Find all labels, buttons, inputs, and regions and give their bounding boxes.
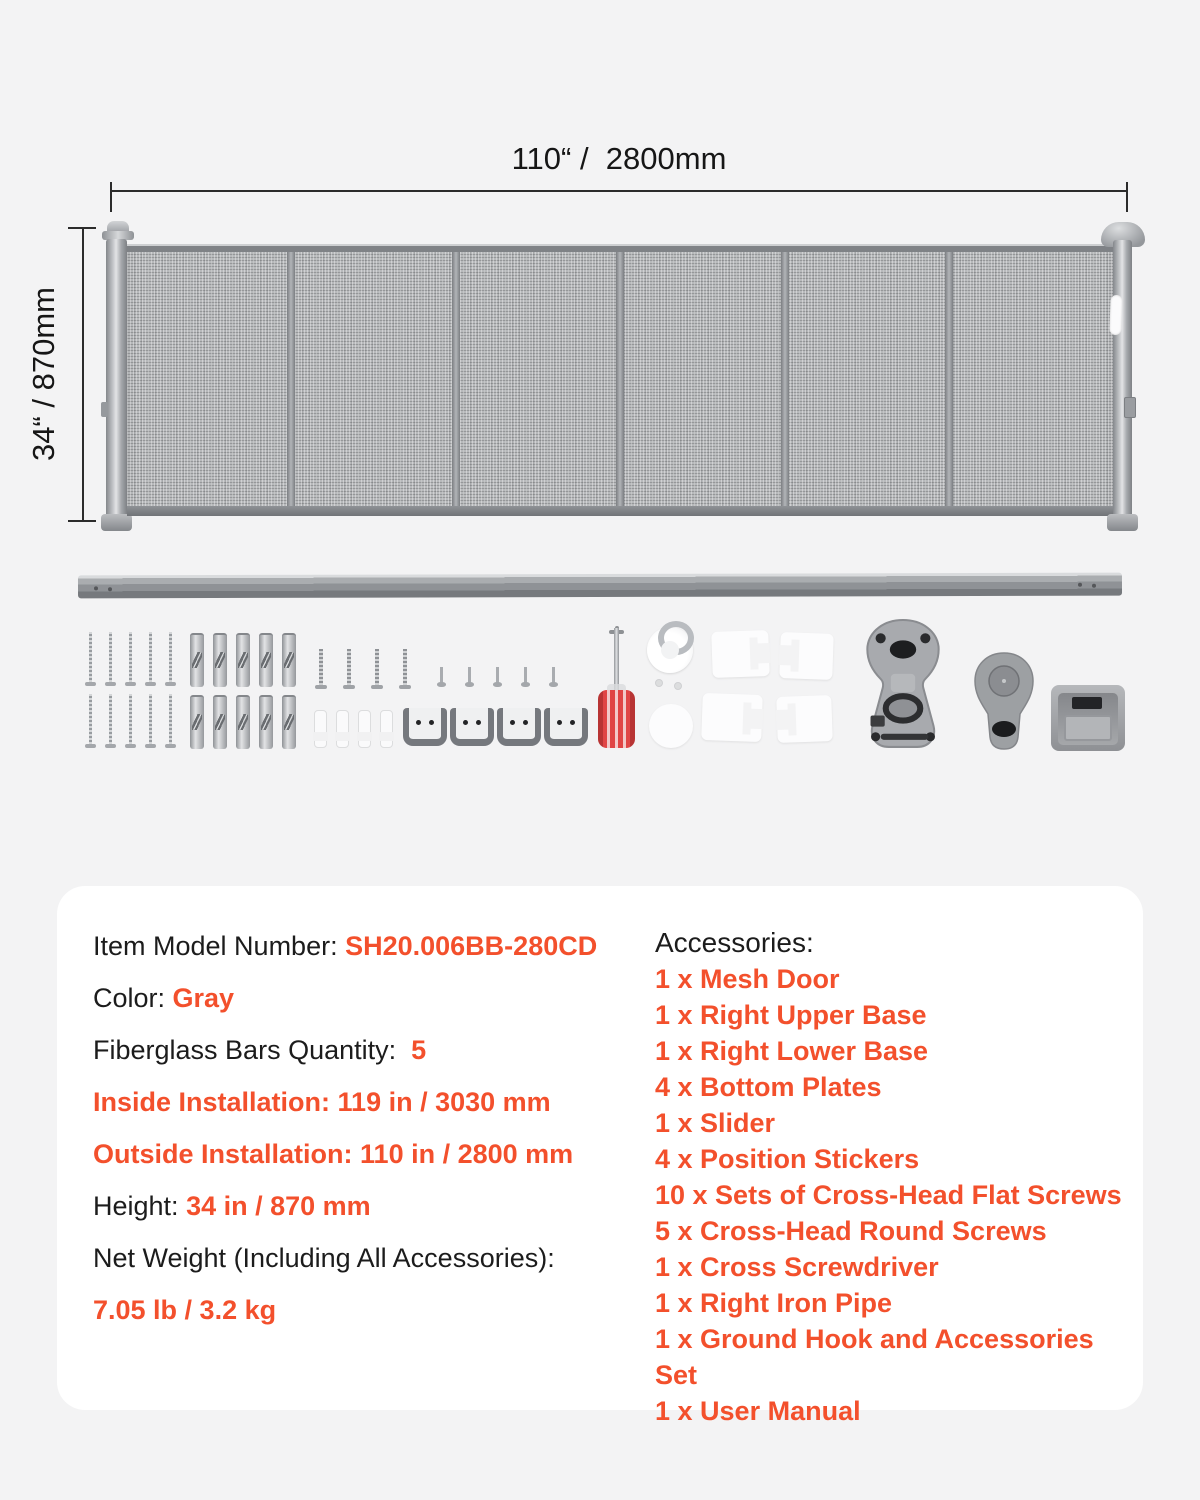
handle-slot-icon bbox=[1109, 295, 1122, 335]
wall-anchor-icon bbox=[236, 633, 250, 687]
long-screw-icon bbox=[149, 694, 152, 746]
small-screw-icon bbox=[552, 667, 555, 684]
position-sticker-icon bbox=[711, 630, 770, 678]
mesh-panel-icon bbox=[127, 244, 1113, 516]
accessory-item: 1 x User Manual bbox=[655, 1396, 861, 1426]
medium-screw-icon bbox=[347, 649, 351, 687]
position-sticker-icon bbox=[779, 632, 834, 680]
accessory-item: 1 x Slider bbox=[655, 1108, 776, 1138]
bottom-plate-icon bbox=[450, 708, 494, 746]
medium-screw-icon bbox=[403, 649, 407, 687]
ground-hook-icon bbox=[647, 627, 693, 673]
fiberglass-bar-icon bbox=[945, 252, 953, 506]
accessories-title: Accessories: bbox=[655, 927, 814, 958]
width-dimension-label: 110“ / 2800mm bbox=[511, 141, 727, 176]
long-screw-icon bbox=[109, 694, 112, 746]
width-dimension-line bbox=[110, 190, 1128, 192]
wall-anchor-icon bbox=[259, 633, 273, 687]
small-screw-icon bbox=[496, 667, 499, 684]
left-roller-post-icon bbox=[106, 239, 127, 519]
accessory-item: 1 x Right Upper Base bbox=[655, 1000, 927, 1030]
fiberglass-bar-icon bbox=[287, 252, 295, 506]
long-screw-icon bbox=[169, 632, 172, 684]
long-screw-icon bbox=[129, 694, 132, 746]
bottom-plate-icon bbox=[403, 708, 447, 746]
position-sticker-icon bbox=[776, 695, 833, 743]
spec-row: 7.05 lb / 3.2 kg bbox=[93, 1295, 277, 1325]
wall-anchor-icon bbox=[282, 695, 296, 749]
height-dimension-line bbox=[82, 227, 84, 522]
right-upper-base-icon bbox=[858, 618, 948, 752]
accessory-item: 1 x Ground Hook and Accessories Set bbox=[655, 1324, 1102, 1390]
long-screw-icon bbox=[129, 632, 132, 684]
accessories-list bbox=[655, 925, 1125, 1429]
spec-row: Fiberglass Bars Quantity: 5 bbox=[93, 1035, 427, 1065]
accessory-item: 1 x Cross Screwdriver bbox=[655, 1252, 939, 1282]
mesh-top-rail-icon bbox=[127, 244, 1113, 252]
spec-row: Color: Gray bbox=[93, 983, 235, 1013]
long-screw-icon bbox=[149, 632, 152, 684]
wall-anchor-icon bbox=[190, 633, 204, 687]
wall-anchor-icon bbox=[236, 695, 250, 749]
long-screw-icon bbox=[89, 632, 92, 684]
plastic-anchor-icon bbox=[380, 710, 393, 748]
accessory-item: 1 x Mesh Door bbox=[655, 964, 840, 994]
long-screw-icon bbox=[109, 632, 112, 684]
wall-anchor-icon bbox=[213, 633, 227, 687]
accessory-item: 5 x Cross-Head Round Screws bbox=[655, 1216, 1047, 1246]
small-screw-icon bbox=[468, 667, 471, 684]
bottom-plate-icon bbox=[497, 708, 541, 746]
right-post-icon bbox=[1113, 240, 1132, 520]
plastic-anchor-icon bbox=[336, 710, 349, 748]
fiberglass-bar-icon bbox=[452, 252, 460, 506]
bottom-plate-icon bbox=[544, 708, 588, 746]
plastic-anchor-icon bbox=[314, 710, 327, 748]
position-sticker-icon bbox=[701, 693, 763, 742]
plastic-anchor-icon bbox=[358, 710, 371, 748]
spec-panel bbox=[57, 886, 1143, 1426]
small-screw-icon bbox=[440, 667, 443, 684]
wall-anchor-icon bbox=[213, 695, 227, 749]
medium-screw-icon bbox=[375, 649, 379, 687]
adhesive-disc-icon bbox=[649, 704, 693, 748]
fiberglass-bar-icon bbox=[616, 252, 624, 506]
spec-row: Height: 34 in / 870 mm bbox=[93, 1191, 371, 1221]
medium-screw-icon bbox=[319, 649, 323, 687]
spec-list bbox=[93, 920, 633, 1336]
washer-icon bbox=[655, 679, 663, 687]
accessory-item: 1 x Right Iron Pipe bbox=[655, 1288, 893, 1318]
fiberglass-bar-icon bbox=[781, 252, 789, 506]
height-dimension-label: 34“ / 870mm bbox=[26, 287, 61, 462]
latch-icon bbox=[1124, 397, 1136, 418]
mesh-bottom-rail-icon bbox=[127, 506, 1113, 516]
wall-anchor-icon bbox=[259, 695, 273, 749]
accessory-item: 4 x Position Stickers bbox=[655, 1144, 920, 1174]
accessory-item: 4 x Bottom Plates bbox=[655, 1072, 882, 1102]
spec-row: Net Weight (Including All Accessories): bbox=[93, 1243, 555, 1273]
accessory-item: 10 x Sets of Cross-Head Flat Screws bbox=[655, 1180, 1122, 1210]
long-screw-icon bbox=[169, 694, 172, 746]
left-post-foot-icon bbox=[101, 514, 132, 531]
slider-icon bbox=[1051, 685, 1125, 751]
wall-anchor-icon bbox=[190, 695, 204, 749]
washer-icon bbox=[674, 682, 682, 690]
iron-pipe-icon bbox=[78, 573, 1122, 599]
spec-row: Item Model Number: SH20.006BB-280CD bbox=[93, 931, 598, 961]
right-lower-base-icon bbox=[971, 651, 1037, 751]
right-post-foot-icon bbox=[1107, 514, 1138, 531]
spec-row: Inside Installation: 119 in / 3030 mm bbox=[93, 1087, 551, 1117]
spec-row: Outside Installation: 110 in / 2800 mm bbox=[93, 1139, 574, 1169]
left-post-tab-icon bbox=[101, 402, 108, 417]
wall-anchor-icon bbox=[282, 633, 296, 687]
long-screw-icon bbox=[89, 694, 92, 746]
accessory-item: 1 x Right Lower Base bbox=[655, 1036, 929, 1066]
screwdriver-icon bbox=[598, 626, 638, 748]
small-screw-icon bbox=[524, 667, 527, 684]
